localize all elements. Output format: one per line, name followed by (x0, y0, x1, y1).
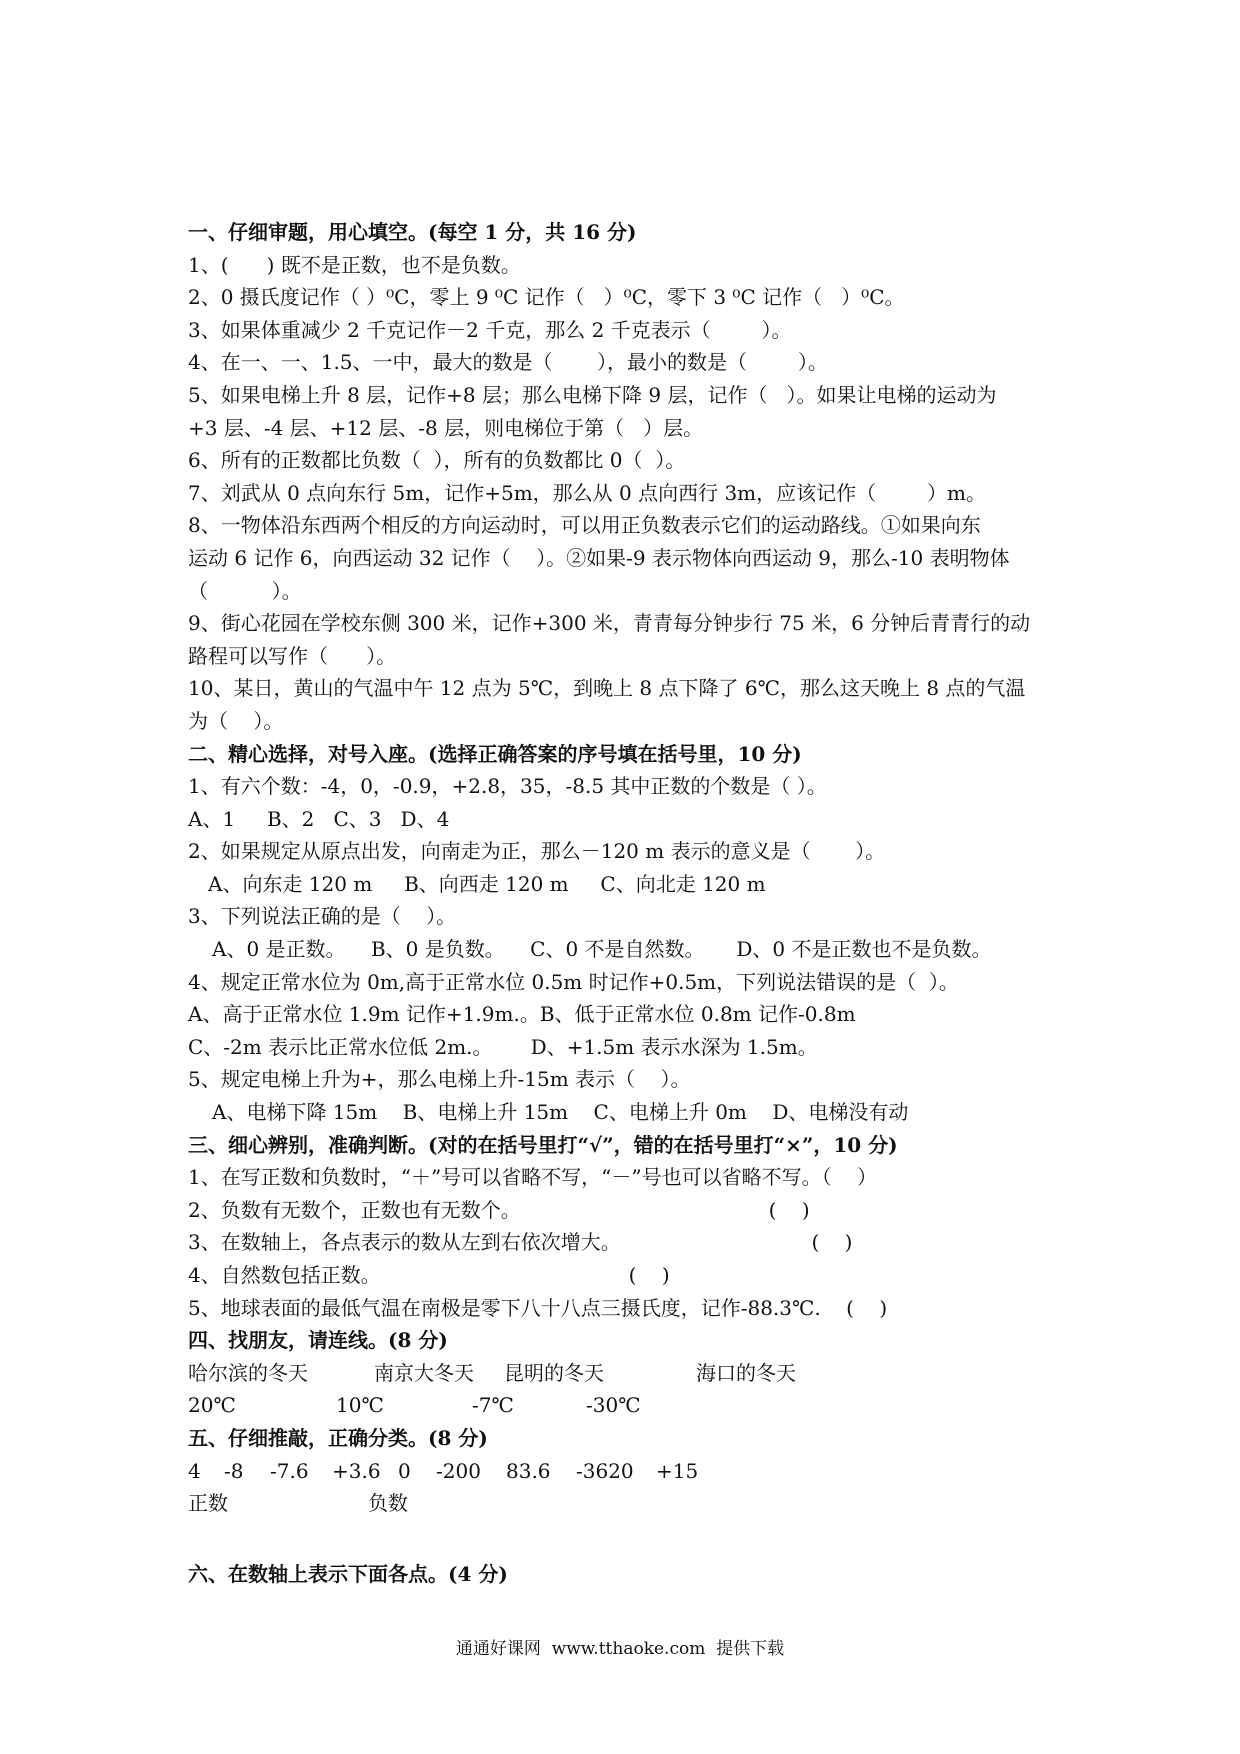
temp-2: 10℃ (336, 1393, 384, 1418)
section-5-title: 五、仔细推敲，正确分类。(8 分) (188, 1425, 488, 1450)
section-1-title: 一、仔细审题，用心填空。(每空 1 分，共 16 分) (188, 220, 637, 244)
s2-q1-options: A、1 B、2 C、3 D、4 (188, 806, 450, 831)
s2-q4-options-ab: A、高于正常水位 1.9m 记作+1.9m.。B、低于正常水位 0.8m 记作-0.8m (188, 1002, 856, 1027)
number-item: +3.6 (332, 1458, 381, 1483)
s1-q3: 3、如果体重减少 2 千克记作－2 千克，那么 2 千克表示（ ）。 (188, 317, 792, 342)
s4-temps-row (188, 1389, 1068, 1422)
place-harbin: 哈尔滨的冬天 (188, 1360, 308, 1385)
exam-content (188, 216, 1068, 1590)
number-item: -200 (436, 1458, 481, 1483)
section-6-title: 六、在数轴上表示下面各点。(4 分) (188, 1561, 508, 1586)
s3-q4: 4、自然数包括正数。 ( ) (188, 1263, 670, 1287)
s1-q7: 7、刘武从 0 点向东行 5m，记作+5m，那么从 0 点向西行 3m，应该记作（ ）m。 (188, 480, 986, 505)
temp-1: 20℃ (188, 1393, 236, 1418)
s3-q5: 5、地球表面的最低气温在南极是零下八十八点三摄氏度，记作-88.3℃. ( ) (188, 1295, 888, 1320)
number-item: -8 (224, 1458, 244, 1483)
s2-q2-options: A、向东走 120 m B、向西走 120 m C、向北走 120 m (208, 871, 766, 896)
s1-q6: 6、所有的正数都比负数（ ），所有的负数都比 0（ ）。 (188, 448, 686, 473)
section-4-title: 四、找朋友，请连线。(8 分) (188, 1328, 448, 1353)
temp-4: -30℃ (586, 1393, 641, 1418)
s1-q9-line2: 路程可以写作（ ）。 (188, 643, 397, 668)
place-nanjing: 南京大冬天 (374, 1360, 474, 1385)
s2-q3-options: A、0 是正数。 B、0 是负数。 C、0 不是自然数。 D、0 不是正数也不是负数。 (212, 937, 992, 962)
s4-places-row (188, 1357, 1068, 1390)
s1-q8-line1: 8、一物体沿东西两个相反的方向运动时，可以用正负数表示它们的运动路线。①如果向东 (188, 513, 981, 538)
temp-3: -7℃ (472, 1393, 514, 1418)
number-item: 4 (188, 1458, 201, 1483)
s1-q4: 4、在一、一、1.5、一中，最大的数是（ ），最小的数是（ ）。 (188, 350, 828, 375)
spacer (188, 1520, 1068, 1558)
s2-q5-options: A、电梯下降 15m B、电梯上升 15m C、电梯上升 0m D、电梯没有动 (212, 1100, 909, 1125)
number-item: -7.6 (270, 1458, 309, 1483)
number-item: 0 (398, 1458, 411, 1483)
place-haikou: 海口的冬天 (696, 1360, 796, 1385)
s1-q8-line2: 运动 6 记作 6，向西运动 32 记作（ ）。②如果-9 表示物体向西运动 9，那么-10 表明物体 (188, 545, 1010, 570)
s2-q5: 5、规定电梯上升为+，那么电梯上升-15m 表示（ ）。 (188, 1067, 691, 1092)
s1-q10-line1: 10、某日，黄山的气温中午 12 点为 5℃，到晚上 8 点下降了 6℃，那么这天晚上 8 点的气温 (188, 676, 1026, 701)
number-item: 83.6 (506, 1458, 551, 1483)
s5-numbers-row (188, 1455, 1068, 1488)
s3-q3: 3、在数轴上，各点表示的数从左到右依次增大。 ( ) (188, 1230, 853, 1255)
section-2-title: 二、精心选择，对号入座。(选择正确答案的序号填在括号里，10 分) (188, 741, 802, 766)
section-3-title: 三、细心辨别，准确判断。(对的在括号里打“√”，错的在括号里打“×”，10 分) (188, 1132, 898, 1157)
s1-q2: 2、0 摄氏度记作（ ）⁰C，零上 9 ⁰C 记作（ ）⁰C，零下 3 ⁰C 记作（ ）⁰C。 (188, 285, 905, 310)
s5-category-row (188, 1487, 1068, 1520)
s1-q5-line2: +3 层、-4 层、+12 层、-8 层，则电梯位于第（ ）层。 (188, 415, 704, 440)
s2-q2: 2、如果规定从原点出发，向南走为正，那么－120 m 表示的意义是（ ）。 (188, 839, 886, 864)
number-item: +15 (656, 1458, 699, 1483)
s2-q3: 3、下列说法正确的是（ ）。 (188, 904, 457, 929)
s1-q10-line2: 为（ ）。 (188, 708, 284, 733)
number-item: -3620 (576, 1458, 634, 1483)
s1-q8-line3: （ ）。 (188, 578, 302, 603)
s3-q2: 2、负数有无数个，正数也有无数个。 ( ) (188, 1197, 810, 1222)
s2-q4-options-cd: C、-2m 表示比正常水位低 2m.。 D、+1.5m 表示水深为 1.5m。 (188, 1034, 818, 1059)
s2-q4: 4、规定正常水位为 0m,高于正常水位 0.5m 时记作+0.5m，下列说法错误的是（ ）。 (188, 969, 959, 994)
place-kunming: 昆明的冬天 (504, 1360, 604, 1385)
positive-label: 正数 (188, 1491, 228, 1516)
s2-q1: 1、有六个数：-4，0，-0.9，+2.8，35，-8.5 其中正数的个数是（ ）。 (188, 774, 827, 799)
s1-q9-line1: 9、街心花园在学校东侧 300 米，记作+300 米，青青每分钟步行 75 米，6 分钟后青青行的动 (188, 611, 1031, 636)
s1-q5-line1: 5、如果电梯上升 8 层，记作+8 层；那么电梯下降 9 层，记作（ ）。如果让电梯的运动为 (188, 382, 997, 407)
footer-source: 通通好课网 www.tthaoke.com 提供下载 (455, 1639, 785, 1659)
s3-q1: 1、在写正数和负数时，“＋”号可以省略不写，“－”号也可以省略不写。（ ） (188, 1165, 878, 1190)
s1-q1: 1、( ) 既不是正数，也不是负数。 (188, 252, 521, 277)
negative-label: 负数 (368, 1491, 408, 1516)
